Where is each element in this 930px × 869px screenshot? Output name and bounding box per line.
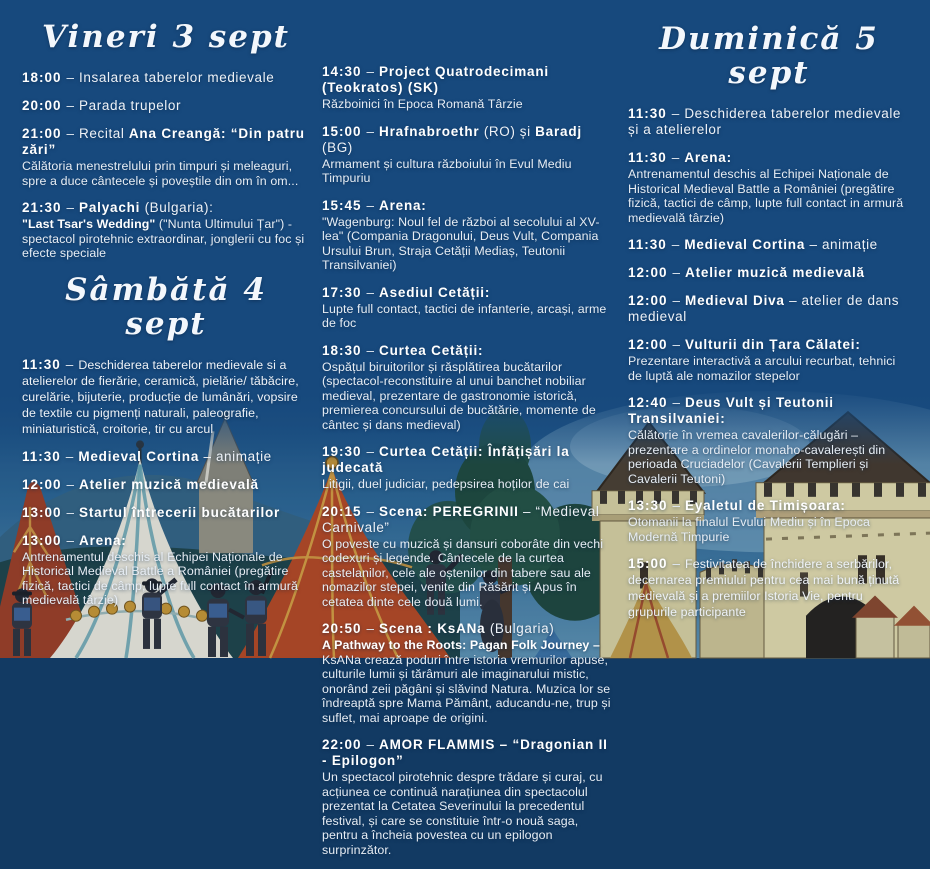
- event-title: Atelier muzică medievală: [685, 265, 865, 281]
- event-title: Arena:: [79, 532, 127, 548]
- event-description-text: Călătorie în vremea cavalerilor-călugări – prezentare a ordinelor monaho-cavalerești din perioada Cruciadelor (Cavalerii Templieri și Cavalerii Teutoni): [628, 428, 886, 486]
- event-description-text: "Wagenburg: Noul fel de război al secolului al XV-lea" (Compania Dragonului, Deus Vult, Compania Ursului Brun, Straja Cetății Mediaș, Teutonii Transilvaniei): [322, 214, 600, 272]
- event-title-note: Insalarea taberelor medievale: [79, 70, 275, 86]
- event-title: Medieval Cortina: [684, 237, 806, 253]
- dash-separator: –: [66, 200, 75, 216]
- schedule-event: [322, 285, 614, 331]
- event-time: 15:45: [322, 197, 362, 213]
- event-description: [322, 157, 614, 186]
- dash-separator: –: [66, 532, 75, 548]
- day-header: Sâmbătă 4 sept: [65, 271, 267, 342]
- event-title: Medieval Cortina: [78, 448, 200, 464]
- dash-separator: –: [366, 621, 375, 636]
- dash-separator: –: [66, 70, 75, 86]
- event-title: Scena: PEREGRINII: [379, 503, 519, 519]
- day-header: Duminică 5 sept: [659, 21, 879, 92]
- event-title: Deus Vult și Teutonii Transilvaniei:: [628, 395, 834, 427]
- event-time: 21:30: [22, 200, 62, 216]
- dash-separator: –: [672, 293, 681, 309]
- event-time: 11:30: [628, 106, 667, 122]
- event-description-text: Călătoria menestrelului prin timpuri și meleaguri, spre a duce cântecele și poveștile din om în om...: [22, 159, 299, 188]
- event-title: Eyaletul de Timișoara:: [685, 498, 846, 514]
- event-time: 11:30: [22, 448, 61, 464]
- event-title-note: – atelier de dans medieval: [628, 293, 900, 325]
- dash-separator: –: [366, 123, 375, 139]
- event-title: Atelier muzică medievală: [79, 476, 259, 492]
- dash-separator: –: [672, 556, 681, 572]
- event-title: Baradj: [535, 123, 582, 139]
- event-description-highlight: A Pathway to the Roots: Pagan Folk Journey –: [322, 638, 600, 652]
- event-time: 13:00: [22, 504, 62, 520]
- event-time: 21:00: [22, 126, 62, 142]
- event-description: [628, 167, 910, 225]
- schedule-event: [322, 198, 614, 273]
- dash-separator: –: [366, 737, 375, 752]
- event-title-note: Parada trupelor: [79, 98, 182, 114]
- event-description: [322, 360, 614, 433]
- event-title: Asediul Cetății:: [379, 284, 491, 300]
- event-time: 12:00: [628, 293, 668, 309]
- event-description: [322, 770, 614, 857]
- event-description-text: Antrenamentul deschis al Echipei Naționale de Historical Medieval Battle a României (pregătire fizică, tactici de câmp, lupte full contact in armură medievală târzie): [628, 167, 904, 225]
- event-time: 13:30: [628, 498, 668, 514]
- event-title-note: (Bulgaria): [485, 621, 555, 636]
- event-time: 20:00: [22, 98, 62, 114]
- event-description: [322, 302, 614, 331]
- event-title: AMOR FLAMMIS – “Dragonian II - Epilogon”: [322, 737, 608, 768]
- dash-separator: –: [671, 150, 680, 166]
- event-title: Arena:: [684, 150, 732, 166]
- event-time: 19:30: [322, 444, 362, 459]
- event-title: Scena : KsANa: [379, 621, 486, 636]
- schedule-event: [22, 70, 310, 86]
- event-time: 12:00: [628, 265, 668, 281]
- event-title-note: (RO) și: [479, 123, 536, 139]
- dash-separator: –: [366, 444, 375, 459]
- dash-separator: –: [366, 503, 375, 519]
- schedule-event: [22, 505, 310, 521]
- schedule-event: [22, 477, 310, 493]
- event-description-text: Prezentare interactivă a arcului recurbat, tehnici de luptă ale nomazilor stepelor: [628, 354, 896, 383]
- dash-separator: –: [672, 395, 681, 411]
- event-title-note: Deschiderea taberelor medievale și a atelierelor: [628, 106, 902, 138]
- event-title: Curtea Cetății:: [379, 342, 484, 358]
- dash-separator: –: [672, 265, 681, 281]
- event-description: [22, 217, 310, 261]
- event-title: Ana Creangă: “Din patru zări”: [22, 126, 305, 158]
- schedule-event: [628, 498, 910, 544]
- dash-separator: –: [672, 337, 681, 353]
- event-time: 11:30: [628, 237, 667, 253]
- event-title-note: (BG): [322, 139, 353, 155]
- schedule-event: [322, 444, 614, 492]
- event-title-note: Festivitatea de închidere a serbărilor, decernarea premiului pentru cea mai bună ținută medievală și a premiilor Istoria Vie, pentru grupurile participante: [628, 557, 900, 620]
- event-description: [628, 428, 910, 486]
- schedule-event: [322, 64, 614, 112]
- event-title: Curtea Cetății: Înfățișări la judecată: [322, 444, 570, 475]
- dash-separator: –: [65, 448, 74, 464]
- event-title: Startul întrecerii bucătarilor: [79, 504, 281, 520]
- event-description: [322, 537, 614, 610]
- event-title: Hrafnabroethr: [379, 123, 480, 139]
- event-description-text: Un spectacol pirotehnic despre trădare și curaj, cu acțiunea ce continuă narațiunea din spectacolul prezentat la Cetatea Severinului la precedentul festival, și care se constituie într-o nouă saga, pentru a încheia povestea cu un epilogon surprinzător.: [322, 770, 603, 857]
- event-time: 22:00: [322, 737, 362, 752]
- dash-separator: –: [672, 498, 681, 514]
- event-title: Arena:: [379, 197, 427, 213]
- event-description-highlight: "Last Tsar's Wedding": [22, 217, 156, 232]
- event-time: 12:00: [628, 337, 668, 353]
- schedule-event: [22, 126, 310, 188]
- event-time: 18:30: [322, 342, 362, 358]
- dash-separator: –: [65, 356, 74, 372]
- event-time: 15:00: [322, 123, 362, 139]
- schedule-event: [322, 737, 614, 857]
- schedule-event: [322, 504, 614, 610]
- schedule-event: [322, 621, 614, 725]
- event-time: 20:50: [322, 621, 362, 636]
- event-time: 15:00: [628, 556, 668, 572]
- event-title-note: – animație: [805, 237, 878, 253]
- event-description: [322, 477, 614, 492]
- schedule-event: [22, 449, 310, 465]
- schedule-column-saturday-continued: [322, 64, 614, 869]
- event-title-note: Deschiderea taberelor medievale si a atelierelor de fierărie, ceramică, pielărie/ tăbăcire, curelărie, bijuterie, producție de lumânări, vopsire de textile cu pigmenți naturali, paleografie, miniaturistică, croitorie, tir cu arcul: [22, 357, 299, 436]
- event-description-text: Războinici în Epoca Romană Târzie: [322, 97, 523, 111]
- dash-separator: –: [66, 98, 75, 114]
- dash-separator: –: [366, 197, 375, 213]
- event-description: [322, 638, 614, 725]
- schedule-event: [22, 98, 310, 114]
- schedule-event: [628, 265, 910, 281]
- schedule-event: [22, 357, 310, 437]
- schedule-event: [22, 200, 310, 261]
- event-time: 11:30: [628, 150, 667, 166]
- event-time: 18:00: [22, 70, 62, 86]
- event-title: Medieval Diva: [685, 293, 785, 309]
- event-title-note: – “Medieval Carnivale”: [322, 503, 600, 535]
- event-time: 20:15: [322, 503, 362, 519]
- event-title: Palyachi: [79, 200, 141, 216]
- schedule-event: [628, 150, 910, 225]
- event-description: [22, 159, 310, 188]
- event-description: [628, 515, 910, 544]
- event-time: 12:40: [628, 395, 668, 411]
- event-title-note: Recital: [79, 126, 129, 142]
- schedule-event: [628, 395, 910, 486]
- dash-separator: –: [66, 126, 75, 142]
- event-title-note: – animație: [199, 448, 272, 464]
- dash-separator: –: [366, 64, 375, 79]
- event-description-text: Armament și cultura războiului în Evul Mediu Timpuriu: [322, 156, 572, 185]
- event-title: Vulturii din Țara Călatei:: [685, 337, 861, 353]
- event-title: Project Quatrodecimani (Teokratos) (SK): [322, 64, 549, 95]
- dash-separator: –: [66, 504, 75, 520]
- event-time: 14:30: [322, 64, 362, 79]
- event-description-text: ("Nunta Ultimului Țar") - spectacol pirotehnic extraordinar, jonglerii cu foc și efecte speciale: [22, 217, 305, 261]
- event-description: [322, 215, 614, 273]
- schedule-event: [628, 237, 910, 253]
- event-description: [628, 354, 910, 383]
- dash-separator: –: [366, 342, 375, 358]
- dash-separator: –: [671, 237, 680, 253]
- event-description-text: Antrenamentul deschis al Echipei Naționale de Historical Medieval Battle a României (pregătire fizică, tactici de câmp, lupte full contact în armură medievală târzie): [22, 549, 298, 608]
- dash-separator: –: [366, 284, 375, 300]
- schedule-event: [628, 106, 910, 138]
- schedule-column-sunday: [628, 22, 910, 632]
- day-header: Vineri 3 sept: [42, 19, 290, 55]
- schedule-event: [628, 293, 910, 325]
- schedule-event: [628, 556, 910, 620]
- event-time: 13:00: [22, 532, 62, 548]
- event-time: 17:30: [322, 284, 362, 300]
- event-description-text: Otomanii la finalul Evului Mediu și în Epoca Modernă Timpurie: [628, 515, 871, 544]
- schedule-event: [322, 343, 614, 433]
- event-time: 11:30: [22, 356, 61, 372]
- event-title-note: (Bulgaria):: [140, 200, 214, 216]
- event-description-text: KsANa crează poduri între istoria vremurilor apuse, culturile lumii și tărâmuri ale imaginarului mistic, onorând zeii păgâni și slăvind Natura. Muzica lor se îndreaptă spre Mama Pământ, aducandu-ne, trup și suflet, mai aproape de origini.: [322, 652, 611, 725]
- event-description-text: O poveste cu muzică și dansuri coborâte din vechi codexuri și legende. Cântecele de la curtea castelanilor, cele ale oștenilor din tabere sau ale nomazilor stepei, venite din Răsărit și Apus în cetatea dinte cele două lumi.: [322, 536, 604, 609]
- event-description-text: Lupte full contact, tactici de infanterie, arcași, arme de foc: [322, 301, 607, 330]
- schedule-event: [628, 337, 910, 383]
- event-description-text: Litigii, duel judiciar, pedepsirea hoților de cai: [322, 477, 570, 491]
- event-description-text: Ospățul biruitorilor și răsplătirea bucătarilor (spectacol-reconstituire al unui banchet nobiliar medieval, prezentare de gastronomie istorică, premierea concursului de bucătărie, momente de cântec și dans medieval): [322, 359, 596, 432]
- dash-separator: –: [66, 476, 75, 492]
- event-time: 12:00: [22, 476, 62, 492]
- dash-separator: –: [671, 106, 680, 122]
- event-description: [322, 97, 614, 112]
- event-description: [22, 550, 310, 608]
- schedule-event: [322, 124, 614, 186]
- schedule-event: [22, 533, 310, 608]
- schedule-column-friday-saturday: [22, 20, 310, 620]
